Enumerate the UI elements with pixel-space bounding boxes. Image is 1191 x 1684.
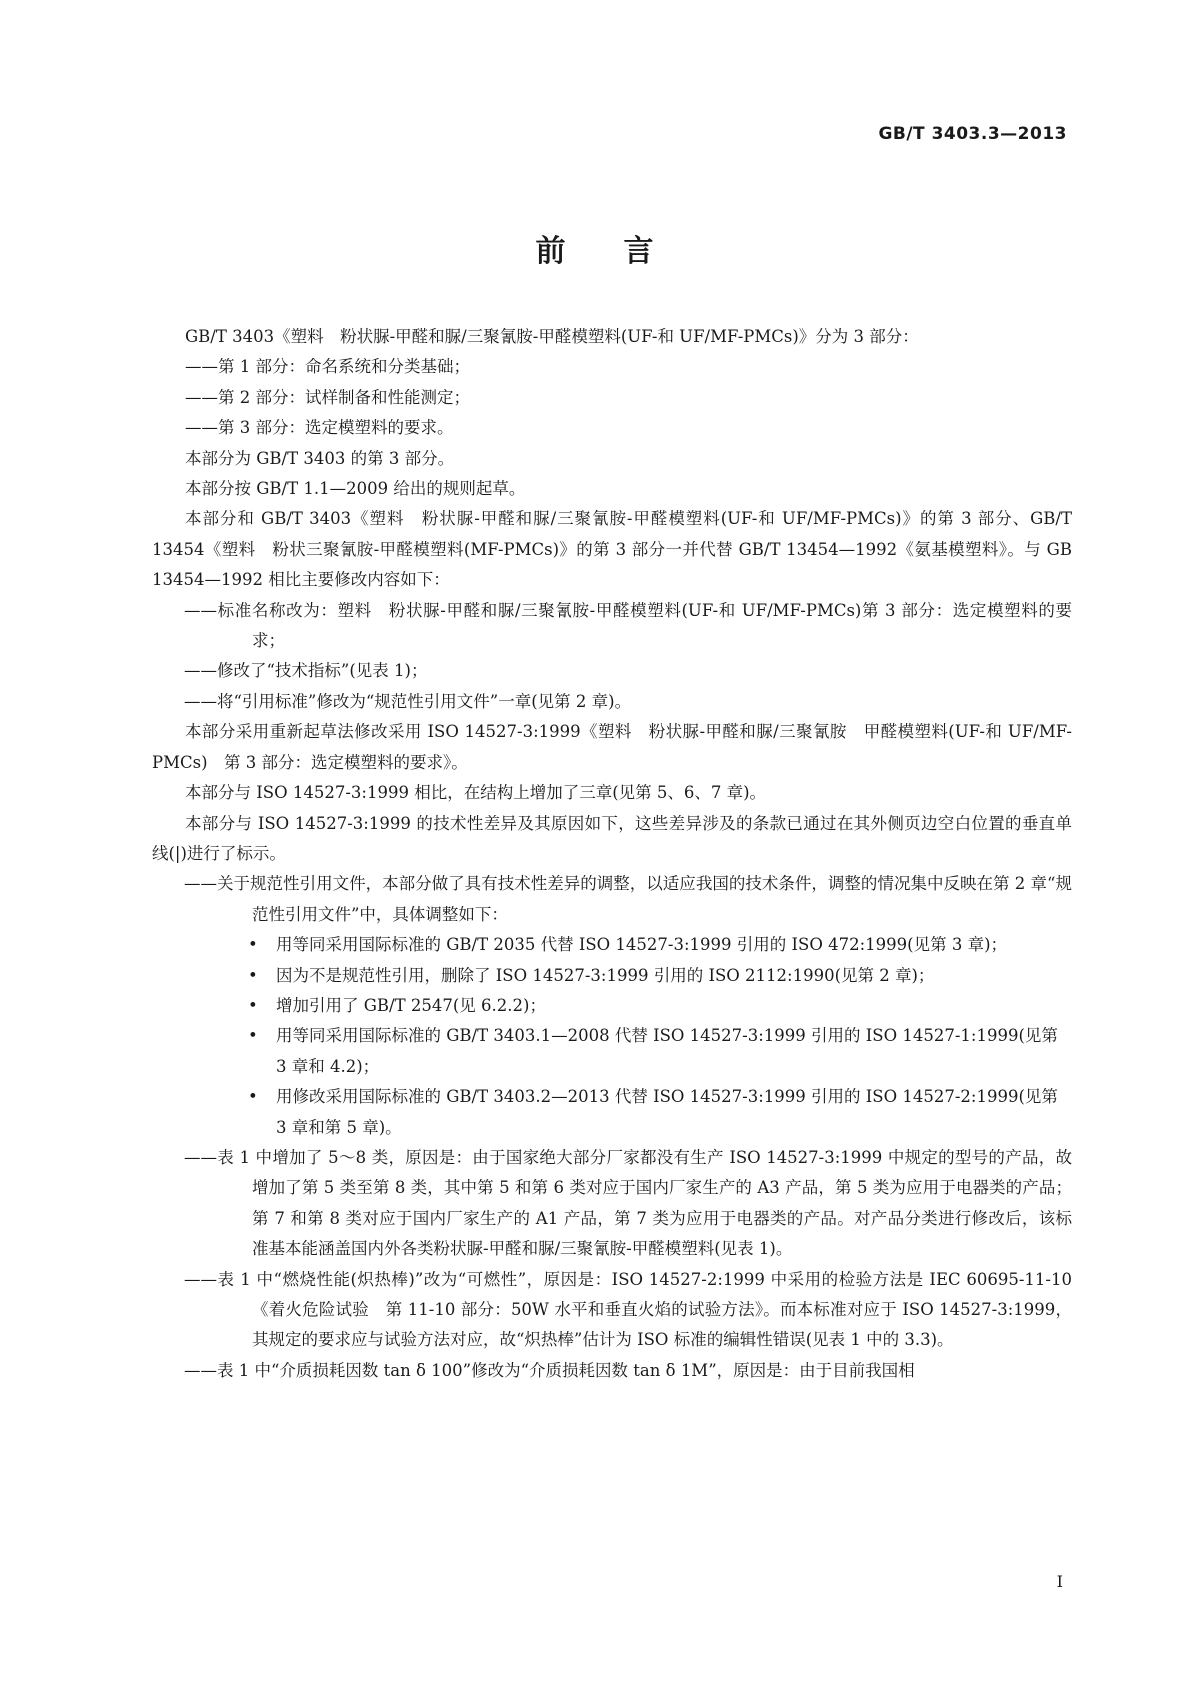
list-item-difference-flammability: ——表 1 中“燃烧性能(炽热棒)”改为“可燃性”，原因是：ISO 14527-2:1999 中采用的检验方法是 IEC 60695-11-10《着火危险试验 第 11-10 部分：50W 水平和垂直火焰的试验方法》。而本标准对应于 ISO 14527-3:1999，其规定的要求应与试验方法对应，故“炽热棒”估计为 ISO 标准的编辑性错误(见表 1 中的 3.3)。: [184, 1269, 1072, 1350]
list-item-part-1: ——第 1 部分：命名系统和分类基础；: [185, 357, 470, 377]
foreword-body: [152, 322, 1072, 1386]
bullet-item: [152, 1021, 1072, 1082]
bullet-icon: •: [248, 995, 258, 1015]
title-char-2: 言: [623, 234, 656, 269]
list-item-change-3: ——将“引用标准”修改为“规范性引用文件”一章(见第 2 章)。: [184, 691, 632, 711]
list-item-difference-classes: ——表 1 中增加了 5～8 类，原因是：由于国家绝大部分厂家都没有生产 ISO 14527-3:1999 中规定的型号的产品，故增加了第 5 类至第 8 类，其中第 5 和第 6 类对应于国内厂家生产的 A3 产品，第 5 类为应用于电器类的产品；第 7 和第 8 类对应于国内厂家生产的 A1 产品，第 7 类为应用于电器类的产品。对产品分类进行修改后，该标准基本能涵盖国内外各类粉状脲-甲醛和脲/三聚氰胺-甲醛模塑料(见表 1)。: [184, 1147, 1072, 1259]
bullet-item: [152, 1082, 1072, 1143]
list-item-change-1: ——标准名称改为：塑料 粉状脲-甲醛和脲/三聚氰胺-甲醛模塑料(UF-和 UF/MF-PMCs)第 3 部分：选定模塑料的要求；: [184, 600, 1072, 651]
bullet-text: 用等同采用国际标准的 GB/T 3403.1—2008 代替 ISO 14527-3:1999 引用的 ISO 14527-1:1999(见第 3 章和 4.2)；: [276, 1026, 1058, 1076]
paragraph-drafting-rules: 本部分按 GB/T 1.1—2009 给出的规则起草。: [185, 479, 526, 499]
paragraph-replacement: 本部分和 GB/T 3403《塑料 粉状脲-甲醛和脲/三聚氰胺-甲醛模塑料(UF-和 UF/MF-PMCs)》的第 3 部分、GB/T 13454《塑料 粉状三聚氰胺-甲醛模塑料(MF-PMCs)》的第 3 部分一并代替 GB/T 13454—1992《氨基模塑料》。与 GB 13454—1992 相比主要修改内容如下：: [152, 509, 1072, 590]
paragraph-intro: GB/T 3403《塑料 粉状脲-甲醛和脲/三聚氰胺-甲醛模塑料(UF-和 UF/MF-PMCs)》分为 3 部分：: [185, 327, 919, 346]
title-char-1: 前: [535, 234, 568, 269]
paragraph-adoption: 本部分采用重新起草法修改采用 ISO 14527-3:1999《塑料 粉状脲-甲醛和脲/三聚氰胺 甲醛模塑料(UF-和 UF/MF-PMCs) 第 3 部分：选定模塑料的要求》。: [152, 722, 1072, 772]
paragraph-structure: 本部分与 ISO 14527-3:1999 相比，在结构上增加了三章(见第 5、6、7 章)。: [185, 783, 767, 803]
standard-code: GB/T 3403.3—2013: [878, 124, 1067, 144]
bullet-text: 用修改采用国际标准的 GB/T 3403.2—2013 代替 ISO 14527-3:1999 引用的 ISO 14527-2:1999(见第 3 章和第 5 章)。: [276, 1087, 1058, 1137]
paragraph-part-statement: 本部分为 GB/T 3403 的第 3 部分。: [185, 448, 455, 468]
list-item-difference-dielectric: ——表 1 中“介质损耗因数 tan δ 100”修改为“介质损耗因数 tan δ 1M”，原因是：由于目前我国相: [184, 1360, 915, 1380]
bullet-icon: •: [248, 965, 258, 985]
bullet-item: [152, 991, 1072, 1021]
bullet-text: 增加引用了 GB/T 2547(见 6.2.2)；: [276, 995, 546, 1015]
bullet-icon: •: [248, 935, 258, 955]
page-title: [0, 226, 1191, 270]
paragraph-differences: 本部分与 ISO 14527-3:1999 的技术性差异及其原因如下，这些差异涉及的条款已通过在其外侧页边空白位置的垂直单线(|)进行了标示。: [152, 813, 1072, 863]
list-item-part-3: ——第 3 部分：选定模塑料的要求。: [185, 418, 454, 438]
bullet-text: 用等同采用国际标准的 GB/T 2035 代替 ISO 14527-3:1999 引用的 ISO 472:1999(见第 3 章)；: [276, 935, 1008, 955]
list-item-change-2: ——修改了“技术指标”(见表 1)；: [184, 661, 428, 681]
bullet-icon: •: [248, 1026, 258, 1046]
list-item-difference-refs: ——关于规范性引用文件，本部分做了具有技术性差异的调整，以适应我国的技术条件，调整的情况集中反映在第 2 章“规范性引用文件”中，具体调整如下：: [184, 874, 1072, 924]
bullet-icon: •: [248, 1087, 258, 1107]
list-item-part-2: ——第 2 部分：试样制备和性能测定；: [185, 387, 470, 407]
bullet-item: [152, 930, 1072, 960]
bullet-item: [152, 961, 1072, 991]
bullet-text: 因为不是规范性引用，删除了 ISO 14527-3:1999 引用的 ISO 2112:1990(见第 2 章)；: [276, 965, 935, 985]
page-number: I: [1056, 1572, 1063, 1591]
